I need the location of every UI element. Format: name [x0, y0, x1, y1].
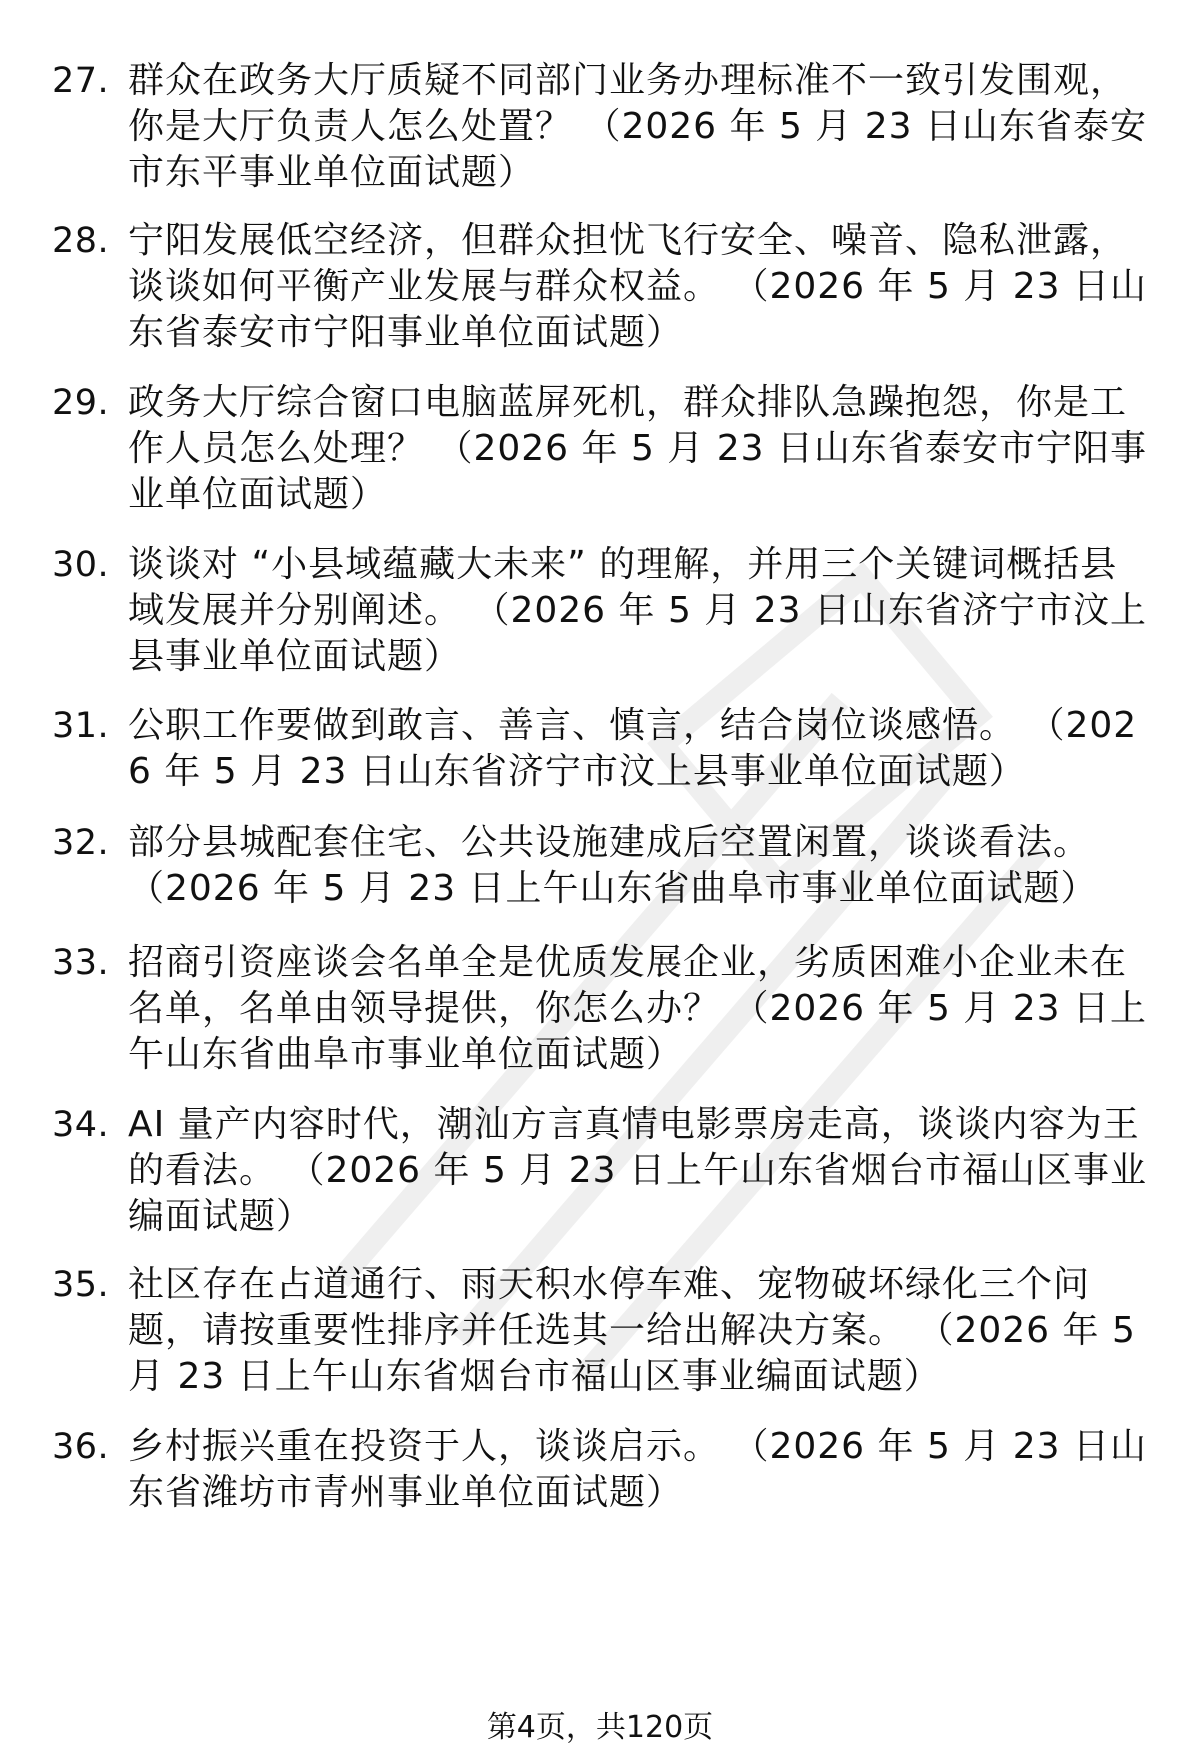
question-text: 公职工作要做到敢言、善言、慎言，结合岗位谈感悟。 （2026 年 5 月 23 日山东省济宁市汶上县事业单位面试题） [128, 705, 1138, 792]
question-number: 32. [52, 823, 110, 863]
question-text: 政务大厅综合窗口电脑蓝屏死机，群众排队急躁抱怨，你是工作人员怎么处理？ （2026 年 5 月 23 日山东省泰安市宁阳事业单位面试题） [128, 382, 1147, 515]
question-text: 乡村振兴重在投资于人，谈谈启示。 （2026 年 5 月 23 日山东省潍坊市青州事业单位面试题） [128, 1426, 1147, 1513]
question-number: 36. [52, 1427, 110, 1467]
question-number: 35. [52, 1265, 110, 1305]
question-number: 31. [52, 706, 110, 746]
question-number: 34. [52, 1105, 110, 1145]
question-text: 部分县城配套住宅、公共设施建成后空置闲置，谈谈看法。 （2026 年 5 月 23 日上午山东省曲阜市事业单位面试题） [128, 822, 1098, 909]
question-text: 谈谈对 “小县域蕴藏大未来” 的理解，并用三个关键词概括县域发展并分别阐述。 （2026 年 5 月 23 日山东省济宁市汶上县事业单位面试题） [128, 544, 1147, 677]
question-number: 29. [52, 383, 110, 423]
question-number: 33. [52, 943, 110, 983]
question-text: 社区存在占道通行、雨天积水停车难、宠物破坏绿化三个问题，请按重要性排序并任选其一给出解决方案。 （2026 年 5 月 23 日上午山东省烟台市福山区事业编面试题） [128, 1264, 1136, 1397]
question-text: 群众在政务大厅质疑不同部门业务办理标准不一致引发围观，你是大厅负责人怎么处置？ （2026 年 5 月 23 日山东省泰安市东平事业单位面试题） [128, 60, 1147, 193]
question-number: 27. [52, 61, 110, 101]
page-number: 第4页，共120页 [486, 1710, 714, 1745]
question-number: 30. [52, 545, 110, 585]
question-text: 宁阳发展低空经济，但群众担忧飞行安全、噪音、隐私泄露，谈谈如何平衡产业发展与群众权益。 （2026 年 5 月 23 日山东省泰安市宁阳事业单位面试题） [128, 220, 1147, 353]
question-number: 28. [52, 221, 110, 261]
question-text: 招商引资座谈会名单全是优质发展企业，劣质困难小企业未在名单，名单由领导提供，你怎么办？ （2026 年 5 月 23 日上午山东省曲阜市事业单位面试题） [128, 942, 1147, 1075]
question-text: AI 量产内容时代，潮汕方言真情电影票房走高，谈谈内容为王的看法。 （2026 年 5 月 23 日上午山东省烟台市福山区事业编面试题） [128, 1104, 1147, 1237]
